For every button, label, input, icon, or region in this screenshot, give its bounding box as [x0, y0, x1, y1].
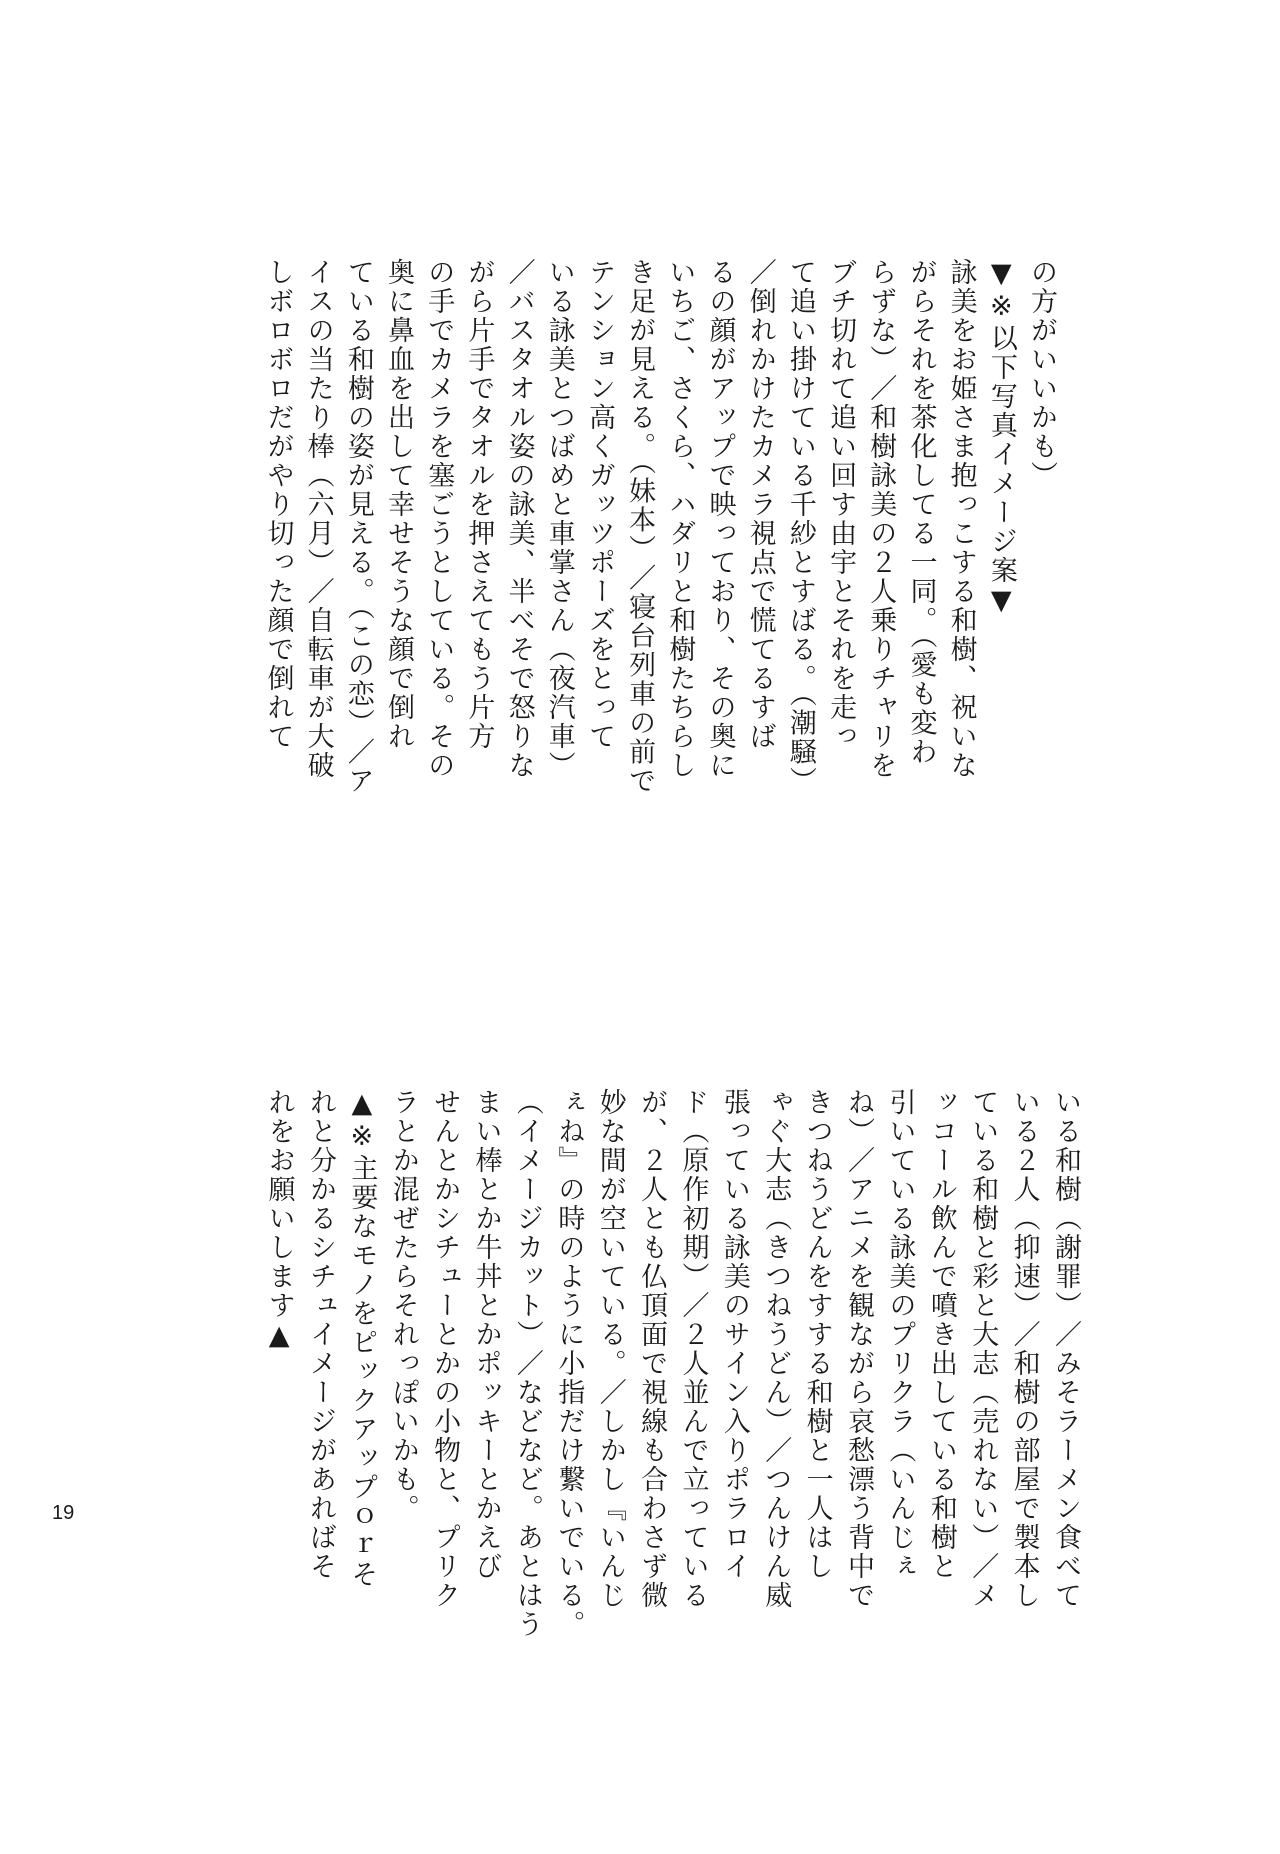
text-column: れと分かるシチュイメージがあればそ: [304, 1088, 336, 1581]
text-column: ／倒れかけたカメラ視点で慌てるすば: [744, 258, 776, 751]
text-column: ド（原作初期）／２人並んで立っている: [677, 1088, 709, 1610]
text-column: の方がいいかも）: [1026, 258, 1057, 490]
page-number: 19: [52, 1502, 75, 1524]
text-column: 妙な間が空いている。／しかし『いんじ: [594, 1088, 626, 1610]
text-column: テンション高くガッツポーズをとって: [583, 258, 615, 751]
text-column: が、２人とも仏頂面で視線も合わさず微: [636, 1088, 668, 1610]
text-column: 奥に鼻血を出して幸せそうな顔で倒れ: [383, 258, 414, 751]
text-column: ▲※主要なモノをピックアップｏｒそ: [346, 1088, 378, 1589]
text-column: ね）／アニメを観ながら哀愁漂う背中で: [843, 1088, 875, 1610]
text-column: 詠美をお姫さま抱っこする和樹、祝いな: [945, 258, 977, 780]
text-column: ている和樹の姿が見える。（この恋）／ア: [342, 258, 374, 796]
text-column: て追い掛けている千紗とすばる。（潮騒）: [784, 258, 816, 796]
text-column: ▼※以下写真イメージ案▼: [985, 258, 1017, 618]
text-column: ／バスタオル姿の詠美、半べそで怒りな: [503, 258, 535, 780]
text-column: るの顔がアップで映っており、その奥に: [704, 258, 736, 780]
text-column: の手でカメラを塞ごうとしている。その: [423, 258, 455, 780]
text-column: いちご、さくら、ハダリと和樹たちらし: [664, 258, 696, 780]
text-column: （イメージカット）／などなど。あとはう: [511, 1088, 543, 1639]
bottom-text-block: [251, 1088, 1079, 1648]
text-column: ラとか混ぜたらそれっぽいかも。: [387, 1088, 419, 1523]
top-text-block: [251, 258, 1055, 818]
text-column: ぇね』の時のように小指だけ繋いでいる。: [553, 1088, 585, 1639]
text-column: がら片手でタオルを押さえてもう片方: [463, 258, 495, 751]
text-column: ッコール飲んで噴き出している和樹と: [925, 1088, 957, 1581]
text-column: 張っている詠美のサイン入りポラロイ: [718, 1088, 750, 1581]
text-column: がらそれを茶化してる一同。（愛も変わ: [905, 258, 937, 767]
text-column: イスの当たり棒（六月）／自転車が大破: [302, 258, 334, 780]
text-column: いる詠美とつばめと車掌さん（夜汽車）: [543, 258, 575, 780]
text-column: ている和樹と彩と大志（売れない）／メ: [967, 1088, 999, 1610]
text-column: 引いている詠美のプリクラ（いんじぇ: [884, 1088, 916, 1581]
text-column: いる和樹（謝罪）／みそラーメン食べて: [1050, 1088, 1081, 1610]
text-column: ブチ切れて追い回す由宇とそれを走っ: [825, 258, 857, 751]
text-column: きつねうどんをすする和樹と一人はし: [801, 1088, 833, 1581]
text-column: せんとかシチューとかの小物と、プリク: [429, 1088, 461, 1610]
text-column: き足が見える。（妹本）／寝台列車の前で: [624, 258, 656, 796]
text-column: しボロボロだがやり切った顔で倒れて: [262, 258, 294, 751]
text-column: らずな）／和樹詠美の２人乗りチャリを: [865, 258, 897, 780]
text-column: れをお願いします▲: [263, 1088, 295, 1353]
text-column: まい棒とか牛丼とかポッキーとかえび: [470, 1088, 502, 1581]
text-column: いる２人（抑速）／和樹の部屋で製本し: [1008, 1088, 1040, 1610]
text-column: ゃぐ大志（きつねうどん）／つんけん威: [760, 1088, 792, 1610]
